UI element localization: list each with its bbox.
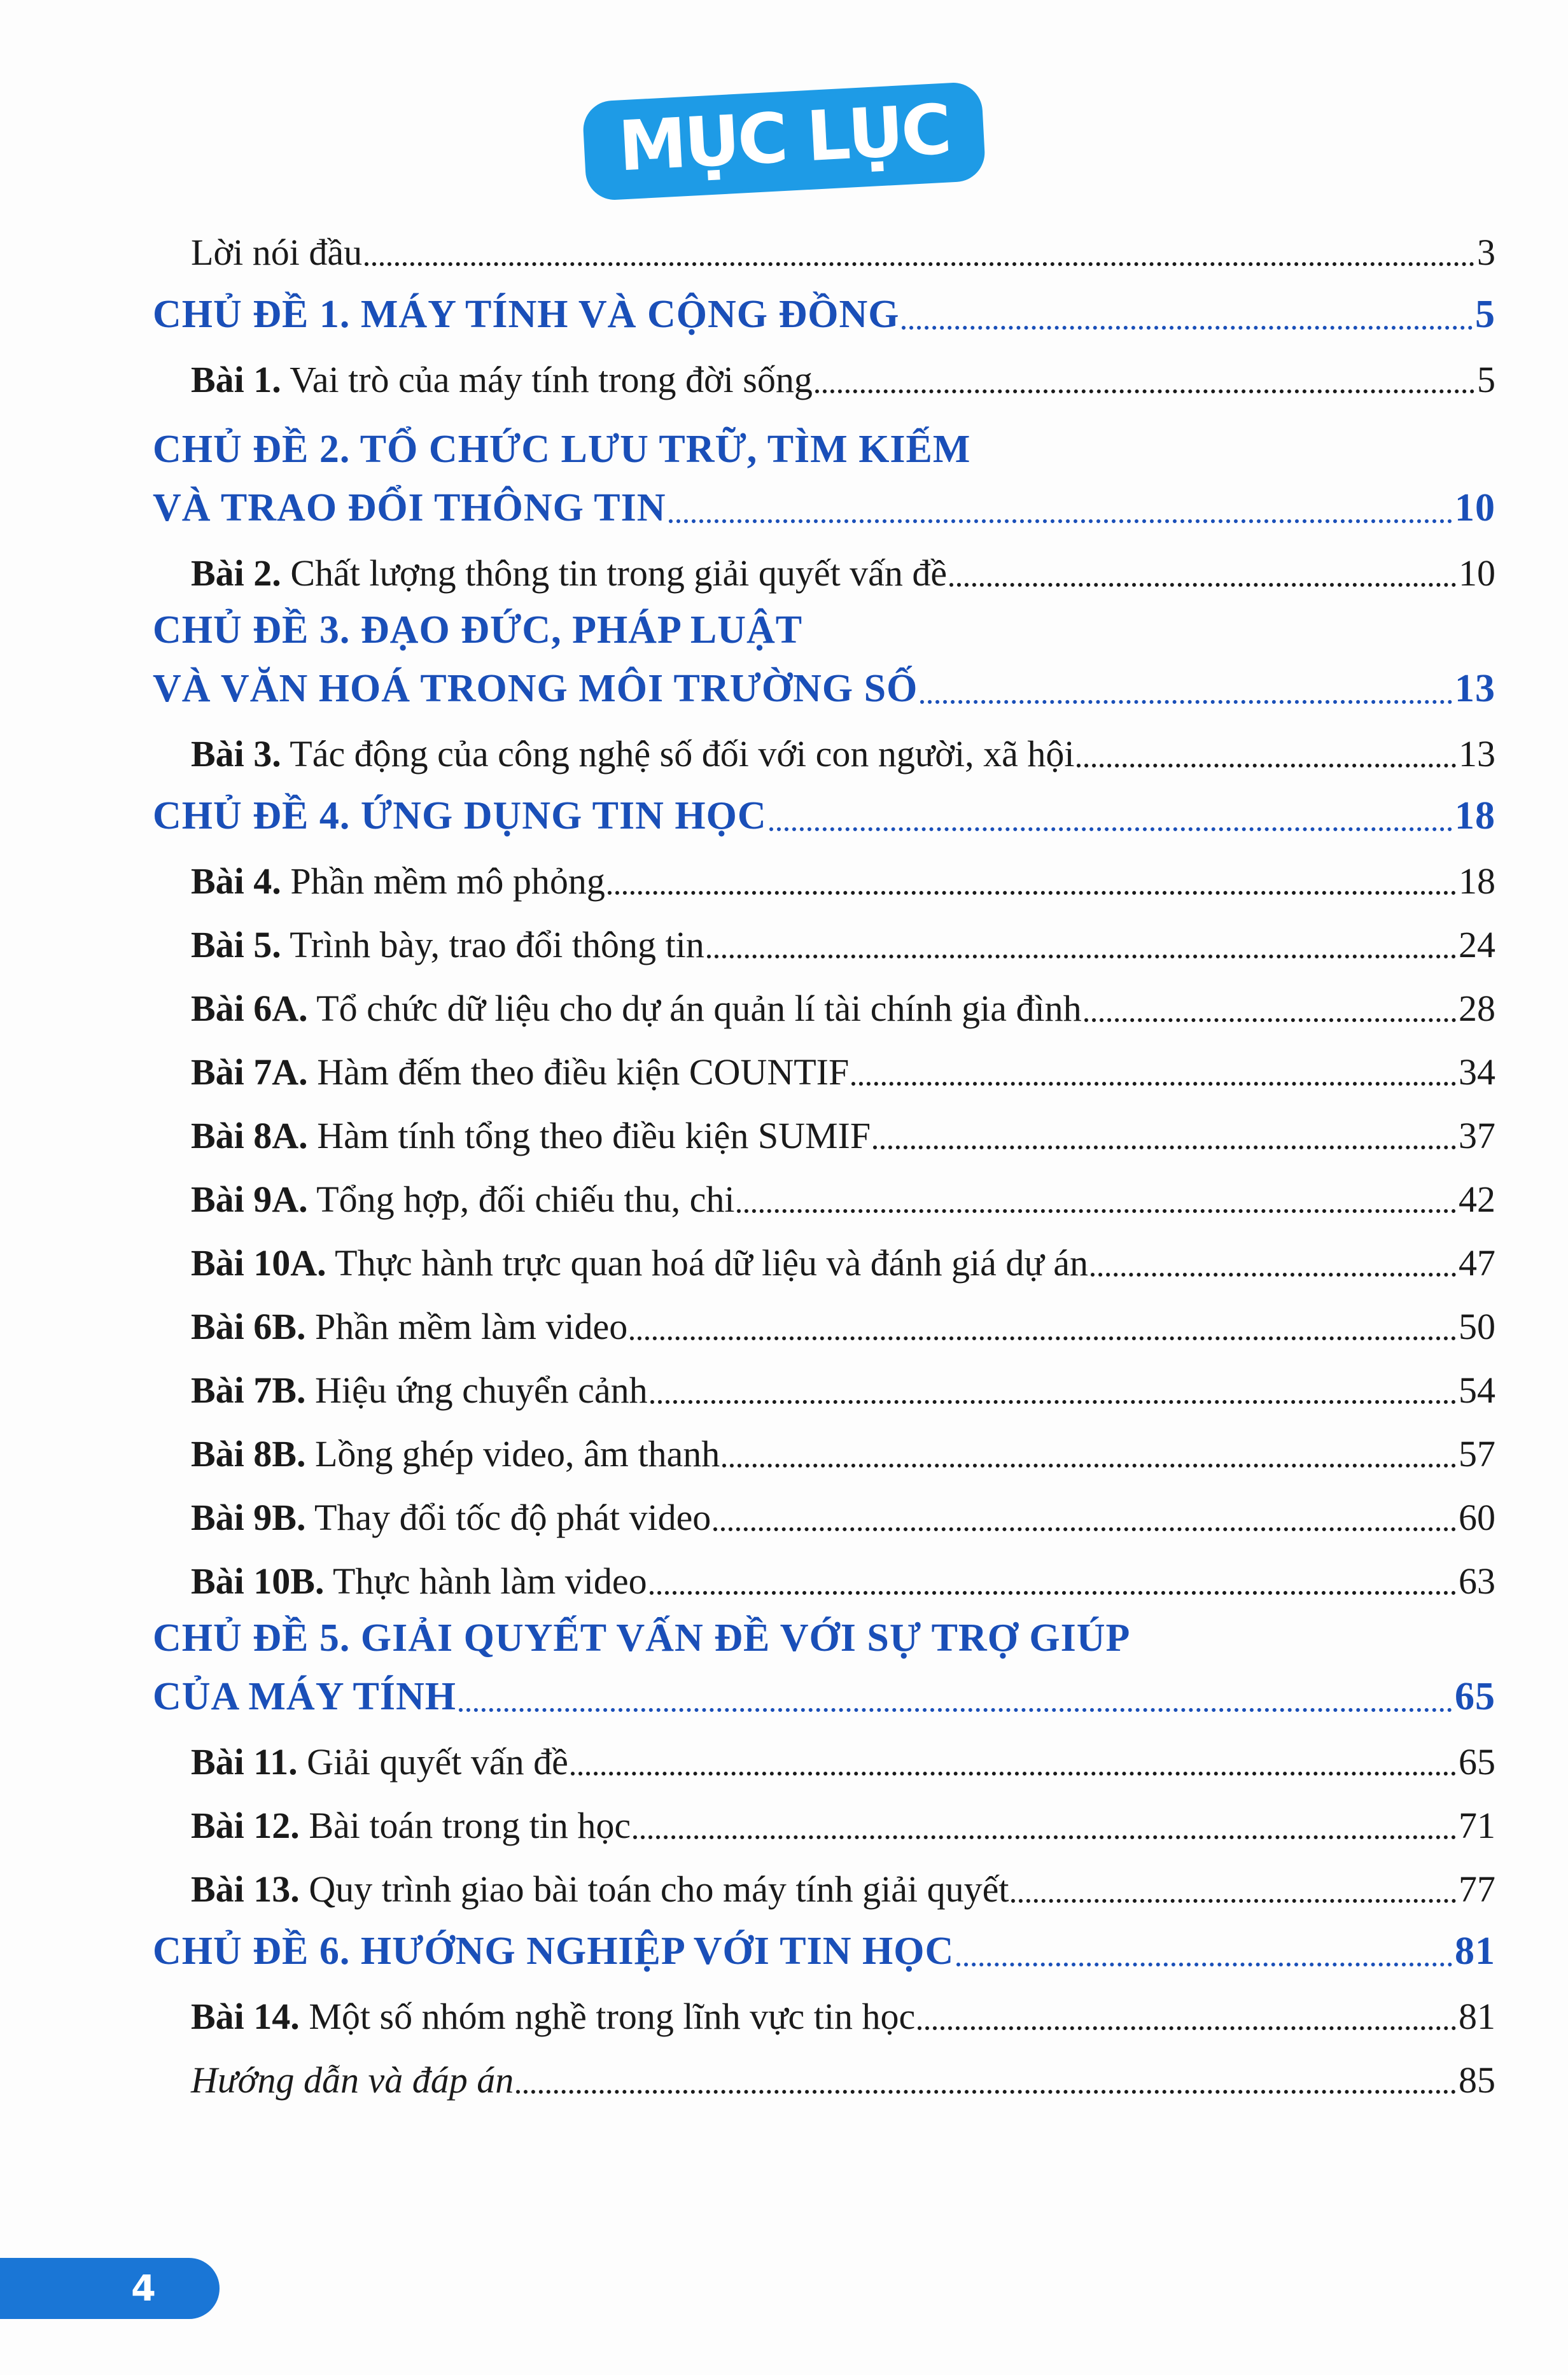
topic-title-line1: CHỦ ĐỀ 5. GIẢI QUYẾT VẤN ĐỀ VỚI SỰ TRỢ GIÚP (153, 1616, 1131, 1660)
lesson-page: 34 (1459, 1051, 1495, 1093)
title-banner (0, 90, 1568, 187)
lesson-title: Tổ chức dữ liệu cho dự án quản lí tài chính gia đình (316, 988, 1082, 1029)
lesson-page: 81 (1459, 1996, 1495, 2037)
lesson-title: Tác động của công nghệ số đối với con người, xã hội (290, 733, 1075, 774)
dot-leader (722, 1464, 1456, 1468)
lesson-title: Quy trình giao bài toán cho máy tính giải quyết (309, 1868, 1009, 1910)
toc-lesson[interactable] (153, 1720, 1495, 1783)
toc-lesson[interactable] (153, 1974, 1495, 2038)
lesson-number: Bài 10A. (191, 1242, 326, 1284)
lesson-number: Bài 7B. (191, 1370, 306, 1411)
lesson-title: Phần mềm mô phỏng (290, 860, 605, 902)
toc-lesson[interactable] (153, 1157, 1495, 1221)
lesson-page: 24 (1459, 924, 1495, 965)
lesson-number: Bài 6B. (191, 1306, 306, 1347)
toc-topic-2[interactable] (153, 414, 1495, 531)
dot-leader (902, 326, 1473, 330)
lesson-title: Thay đổi tốc độ phát video (314, 1497, 711, 1538)
toc-entry-intro[interactable] (153, 210, 1495, 274)
lesson-page: 47 (1459, 1242, 1495, 1284)
dot-leader (769, 827, 1452, 831)
topic-page: 81 (1455, 1930, 1495, 1973)
topic-title: CHỦ ĐỀ 6. HƯỚNG NGHIỆP VỚI TIN HỌC (153, 1930, 955, 1973)
lesson-title: Bài toán trong tin học (309, 1805, 631, 1846)
toc-lesson[interactable] (153, 839, 1495, 902)
topic-title-line2: CỦA MÁY TÍNH (153, 1675, 457, 1718)
dot-leader (630, 1336, 1456, 1340)
dot-leader (873, 1145, 1456, 1149)
lesson-number: Bài 9A. (191, 1179, 308, 1220)
lesson-number: Bài 3. (191, 733, 281, 774)
page-title: MỤC LỤC (586, 85, 983, 197)
dot-leader (650, 1400, 1456, 1404)
lesson-number: Bài 14. (191, 1996, 300, 2037)
dot-leader (707, 955, 1456, 958)
toc-entry-appendix[interactable] (153, 2038, 1495, 2101)
dot-leader (459, 1708, 1452, 1712)
lesson-page: 50 (1459, 1306, 1495, 1347)
lesson-title: Trình bày, trao đổi thông tin (290, 924, 704, 965)
lesson-page: 28 (1459, 988, 1495, 1029)
dot-leader (1091, 1273, 1456, 1277)
lesson-page: 18 (1459, 860, 1495, 902)
dot-leader (516, 2090, 1456, 2094)
dot-leader (851, 1082, 1456, 1086)
dot-leader (713, 1527, 1456, 1531)
toc-lesson[interactable] (153, 1412, 1495, 1475)
lesson-number: Bài 12. (191, 1805, 300, 1846)
lesson-number: Bài 1. (191, 359, 281, 400)
lesson-page: 5 (1477, 359, 1495, 400)
topic-title: CHỦ ĐỀ 1. MÁY TÍNH VÀ CỘNG ĐỒNG (153, 293, 900, 336)
lesson-title: Chất lượng thông tin trong giải quyết vấn đề (290, 552, 948, 594)
lesson-page: 71 (1459, 1805, 1495, 1846)
lesson-title: Lồng ghép video, âm thanh (315, 1433, 720, 1475)
toc-topic-5[interactable] (153, 1602, 1495, 1720)
lesson-number: Bài 6A. (191, 988, 308, 1029)
lesson-number: Bài 13. (191, 1868, 300, 1910)
lesson-number: Bài 7A. (191, 1051, 308, 1093)
topic-title-line1: CHỦ ĐỀ 3. ĐẠO ĐỨC, PHÁP LUẬT (153, 608, 803, 652)
topic-page: 13 (1455, 667, 1495, 710)
dot-leader (1011, 1899, 1456, 1903)
lesson-page: 77 (1459, 1868, 1495, 1910)
lesson-title: Thực hành làm video (332, 1560, 647, 1602)
dot-leader (1077, 764, 1456, 767)
toc-lesson[interactable] (153, 531, 1495, 594)
topic-page: 65 (1455, 1675, 1495, 1718)
topic-title-line2: VÀ TRAO ĐỔI THÔNG TIN (153, 486, 666, 529)
dot-leader (571, 1772, 1456, 1776)
topic-title: CHỦ ĐỀ 4. ỨNG DỤNG TIN HỌC (153, 794, 767, 837)
toc-lesson[interactable] (153, 902, 1495, 966)
toc-lesson[interactable] (153, 1783, 1495, 1847)
dot-leader (918, 2026, 1456, 2030)
dot-leader (920, 700, 1452, 704)
entry-label: Lời nói đầu (191, 232, 363, 273)
entry-label: Hướng dẫn và đáp án (191, 2059, 514, 2101)
dot-leader (669, 519, 1452, 523)
dot-leader (1084, 1018, 1456, 1022)
lesson-page: 37 (1459, 1115, 1495, 1156)
dot-leader (956, 1963, 1452, 1966)
toc-lesson[interactable] (153, 1030, 1495, 1093)
toc-lesson[interactable] (153, 1847, 1495, 1910)
dot-leader (737, 1209, 1456, 1213)
lesson-page: 10 (1459, 552, 1495, 594)
topic-page: 5 (1475, 293, 1495, 336)
entry-page: 85 (1459, 2059, 1495, 2101)
dot-leader (608, 891, 1456, 895)
toc-lesson[interactable] (153, 1348, 1495, 1412)
dot-leader (365, 262, 1474, 266)
toc-topic-3[interactable] (153, 594, 1495, 711)
lesson-title: Giải quyết vấn đề (307, 1741, 568, 1783)
toc-topic-6[interactable] (153, 1910, 1495, 1974)
lesson-title: Một số nhóm nghề trong lĩnh vực tin học (309, 1996, 916, 2037)
lesson-number: Bài 11. (191, 1741, 298, 1783)
topic-page: 10 (1455, 486, 1495, 529)
toc-topic-1[interactable] (153, 274, 1495, 337)
lesson-title: Thực hành trực quan hoá dữ liệu và đánh giá dự án (335, 1242, 1089, 1284)
topic-title-line2: VÀ VĂN HOÁ TRONG MÔI TRƯỜNG SỐ (153, 667, 918, 710)
lesson-number: Bài 8B. (191, 1433, 306, 1475)
toc-topic-4[interactable] (153, 775, 1495, 839)
lesson-title: Hàm tính tổng theo điều kiện SUMIF (317, 1115, 871, 1156)
lesson-title: Hiệu ứng chuyển cảnh (315, 1370, 648, 1411)
lesson-number: Bài 4. (191, 860, 281, 902)
topic-title-line1: CHỦ ĐỀ 2. TỔ CHỨC LƯU TRỮ, TÌM KIẾM (153, 428, 971, 471)
toc-lesson[interactable] (153, 337, 1495, 401)
table-of-contents (153, 210, 1495, 2101)
page-number-tab (0, 2258, 220, 2319)
dot-leader (949, 583, 1456, 587)
lesson-page: 57 (1459, 1433, 1495, 1475)
toc-lesson[interactable] (153, 1093, 1495, 1157)
topic-page: 18 (1455, 794, 1495, 837)
toc-lesson[interactable] (153, 1475, 1495, 1539)
page-number: 4 (131, 2267, 156, 2309)
toc-lesson[interactable] (153, 1221, 1495, 1284)
dot-leader (633, 1835, 1456, 1839)
lesson-title: Hàm đếm theo điều kiện COUNTIF (317, 1051, 850, 1093)
lesson-title: Tổng hợp, đối chiếu thu, chi (316, 1179, 735, 1220)
toc-lesson[interactable] (153, 1539, 1495, 1602)
entry-page: 3 (1477, 232, 1495, 273)
lesson-number: Bài 9B. (191, 1497, 306, 1538)
toc-lesson[interactable] (153, 966, 1495, 1030)
lesson-page: 60 (1459, 1497, 1495, 1538)
lesson-page: 54 (1459, 1370, 1495, 1411)
lesson-page: 13 (1459, 733, 1495, 774)
lesson-page: 42 (1459, 1179, 1495, 1220)
lesson-page: 63 (1459, 1560, 1495, 1602)
dot-leader (650, 1591, 1456, 1595)
toc-lesson[interactable] (153, 711, 1495, 775)
dot-leader (815, 389, 1474, 393)
lesson-title: Phần mềm làm video (315, 1306, 628, 1347)
toc-lesson[interactable] (153, 1284, 1495, 1348)
lesson-number: Bài 2. (191, 552, 281, 594)
lesson-number: Bài 5. (191, 924, 281, 965)
lesson-number: Bài 8A. (191, 1115, 308, 1156)
lesson-page: 65 (1459, 1741, 1495, 1783)
lesson-title: Vai trò của máy tính trong đời sống (290, 359, 813, 400)
lesson-number: Bài 10B. (191, 1560, 325, 1602)
